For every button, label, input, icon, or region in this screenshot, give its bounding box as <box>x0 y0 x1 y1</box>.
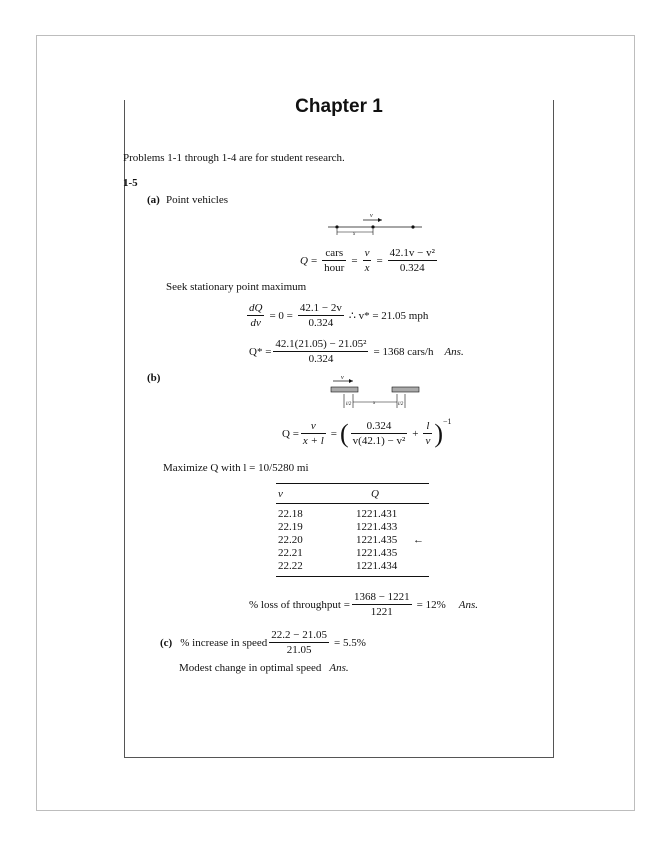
vehicle-dot-3 <box>411 225 414 228</box>
table-row-5-v: 22.22 <box>278 560 303 572</box>
conclusion-note: Modest change in optimal speed Ans. <box>179 662 349 674</box>
diagram-b-x-label: x <box>373 401 376 406</box>
flow-equation: Q = $\frac{\text{cars}}{\text{hour}}$ = $\frac{v}{x}$ = $\frac{\text{42.1v − v²}}{0.324}$ <box>300 247 435 274</box>
part-a-label: (a) <box>147 194 160 206</box>
table-row-3-v: 22.20 <box>278 534 303 546</box>
derivative-equation: $\frac{dQ}{dv}$ = 0 = $\frac{42.1 - 2v}{0.324}$ ∴ v* = 21.05 mph <box>249 302 429 329</box>
speed-increase-equation: (c) % increase in speed $\frac{22.2 - 21.05}{21.05}$ = 5.5% <box>160 629 366 656</box>
vehicle-dot-2 <box>371 225 374 228</box>
diagram-l2b: l/2 <box>398 402 404 407</box>
maximize-text: Maximize Q with l = 10/5280 mi <box>163 462 309 474</box>
finite-vehicles-diagram <box>325 374 425 410</box>
part-c-label: (c) <box>160 636 173 649</box>
vehicle-dot-1 <box>335 225 338 228</box>
qstar-equation: Q* = $\frac{\text{42.1(21.05) − 21.05²}}{0.324}$ = 1368 cars/h Ans. <box>249 338 464 365</box>
diagram-x-label: x <box>353 232 356 237</box>
table-row-2-v: 22.19 <box>278 521 303 533</box>
table-row-3-q: 1221.435 <box>356 534 398 546</box>
table-row-4-v: 22.21 <box>278 547 303 559</box>
point-vehicles-diagram <box>320 210 430 242</box>
table-row-4-q: 1221.435 <box>356 547 398 559</box>
vehicle-1 <box>331 387 358 392</box>
chapter-title: Chapter 1 <box>295 96 383 117</box>
table-row-1-q: 1221.431 <box>356 508 398 520</box>
max-marker-arrow: ← <box>413 534 424 546</box>
velocity-arrowhead <box>378 218 382 222</box>
table-header-v: v <box>278 488 283 500</box>
part-a-heading: Point vehicles <box>166 194 229 206</box>
seek-text: Seek stationary point maximum <box>166 281 307 293</box>
table-row-2-q: 1221.433 <box>356 521 398 533</box>
problem-label: 1-5 <box>123 177 138 189</box>
table-row-5-q: 1221.434 <box>356 560 398 572</box>
intro-text: Problems 1-1 through 1-4 are for student research. <box>123 152 345 164</box>
flow-equation-b: Q = $\frac{v}{x + l}$ = ( $\frac{0.324}{\text{v(42.1) − v²}}$ + $\frac{l}{v}$ ) −1 <box>282 417 452 448</box>
diagram-v-label: v <box>370 213 373 219</box>
table-row-1-v: 22.18 <box>278 508 303 520</box>
vehicle-2 <box>392 387 419 392</box>
diagram-l2a: l/2 <box>346 402 352 407</box>
diagram-b-v-label: v <box>341 375 344 381</box>
part-b-label: (b) <box>147 372 161 384</box>
loss-equation: % loss of throughput = $\frac{1368 - 1221}{1221}$ = 12% Ans. <box>249 591 479 618</box>
table-header-q: Q <box>371 488 379 500</box>
